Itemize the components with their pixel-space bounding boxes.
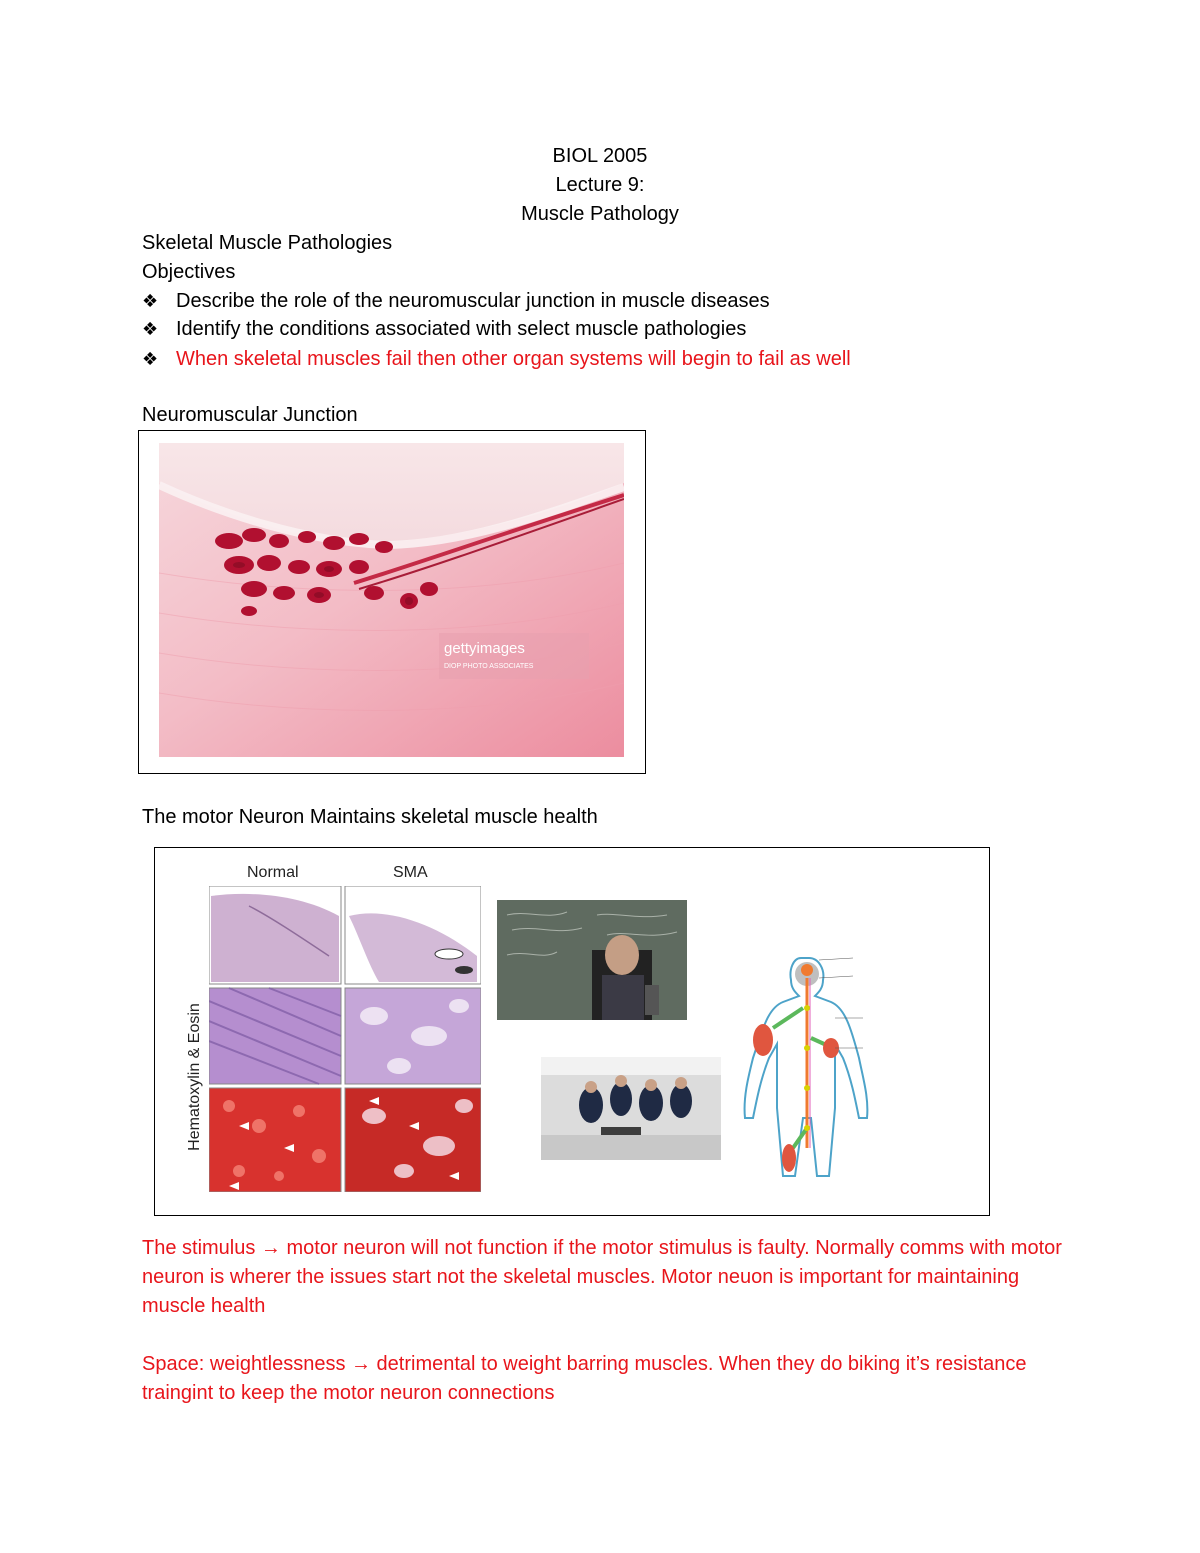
bullet-icon: ❖ [142, 349, 159, 369]
bullet-icon: ❖ [142, 319, 159, 339]
note-paragraph-2: Space: weightlessness → detrimental to weight barring muscles. When they do biking it’s resistance traingint to keep the motor neuron connections [142, 1353, 1027, 1404]
motor-heading: The motor Neuron Maintains skeletal muscle health [142, 806, 598, 828]
lecture-number: Lecture 9: [555, 174, 645, 196]
zero-gravity-photo [541, 1057, 721, 1160]
motor-pathway-diagram [733, 948, 893, 1178]
stain-label-wrap [185, 968, 205, 1188]
objective-item: ❖ Describe the role of the neuromuscular junction in muscle diseases [142, 287, 770, 315]
nmj-figure-frame [138, 430, 646, 774]
note-paragraph-1: The stimulus → motor neuron will not function if the motor stimulus is faulty. Normally comms with motor neuron is wherer the issues start not the skeletal muscles. Motor neuon is important for maintaining muscle health [142, 1237, 1062, 1317]
nmj-micrograph-image [159, 443, 624, 757]
nmj-heading: Neuromuscular Junction [142, 404, 358, 426]
histology-panel-grid [209, 886, 481, 1192]
motor-figure-frame [154, 847, 990, 1216]
objective-item-highlight: ❖ When skeletal muscles fail then other organ systems will begin to fail as well [142, 345, 851, 373]
watermark-credit: DIOP PHOTO ASSOCIATES [444, 663, 534, 670]
col-label-sma: SMA [393, 864, 428, 881]
bullet-icon: ❖ [142, 291, 159, 311]
watermark-brand: gettyimages [444, 640, 525, 657]
col-label-normal: Normal [247, 864, 299, 881]
section-heading: Skeletal Muscle Pathologies [142, 232, 393, 254]
course-code: BIOL 2005 [552, 145, 648, 167]
objective-item: ❖ Identify the conditions associated with select muscle pathologies [142, 315, 746, 343]
objectives-label: Objectives [142, 261, 236, 283]
lecture-topic: Muscle Pathology [521, 203, 679, 225]
stain-label: Hematoxylin & Eosin [186, 1003, 203, 1151]
scientist-photo [497, 900, 687, 1020]
